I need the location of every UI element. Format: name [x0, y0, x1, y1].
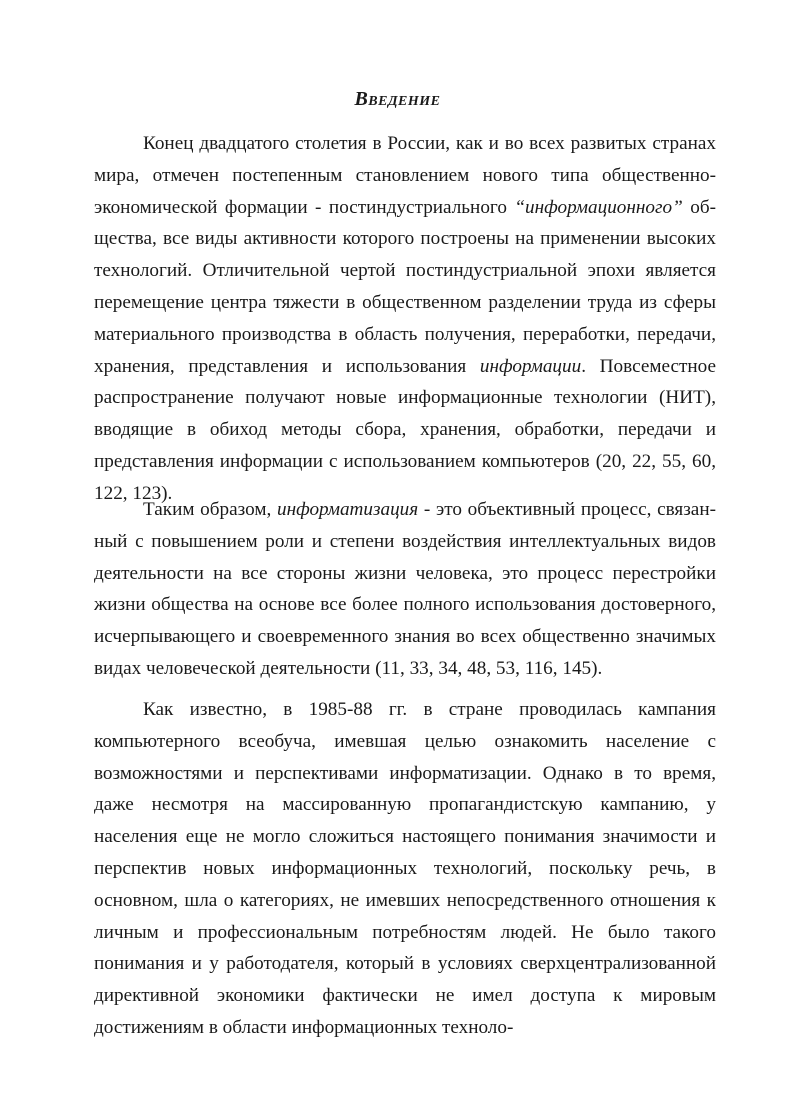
- paragraph-1-text-middle: общества, все виды активности которого построены на применении высоких технологий. Отличительной чертой постиндустриальной эпохи является перемещение центра тяжести в общественном разделении труда из сферы материального производства в область получения, переработки, передачи, хранения, представления и использования: [94, 196, 716, 377]
- paragraph-2-emphasis-informatization: информатизация: [276, 499, 419, 520]
- paragraph-3: [94, 694, 716, 1044]
- paragraph-2-text-end: - это объективный процесс, связанный с повышением роли и степени воздействия интеллектуальных видов деятельности на все стороны жизни человека, это процесс перестройки жизни общества на основе все более полного использования достоверного, исчерпывающего и своевременного знания во всех общественно значимых видах человеческой деятельности (11, 33, 34, 48, 53, 116, 145).: [94, 499, 716, 679]
- paragraph-1: [94, 128, 716, 510]
- page-title: Введение: [354, 88, 441, 110]
- paragraph-1-text-end: . Повсеместное распространение получают новые информационные технологии (НИТ), вводящие в обиход методы сбора, хранения, обработки, передачи и представления информации с использованием компьютеров (20, 22, 55, 60, 122, 123).: [94, 355, 716, 504]
- paragraph-1-emphasis-information: информации: [479, 355, 582, 377]
- paragraph-2-text-start: Таким образом,: [143, 499, 277, 520]
- paragraph-1-emphasis-informational: “информационного”: [514, 196, 683, 218]
- paragraph-3-text: Как известно, в 1985-88 гг. в стране проводилась кампания компьютерного всеобуча, имевшая целью ознакомить население с возможностями и перспективами информатизации. Однако в то время, даже несмотря на массированную пропагандистскую кампанию, у населения еще не могло сложиться настоящего понимания значимости и перспектив новых информационных технологий, поскольку речь, в основном, шла о категориях, не имевших непосредственного отношения к личным и профессиональным потребностям людей. Не было такого понимания и у работодателя, который в условиях сверхцентрализованной директивной экономики фактически не имел доступа к мировым достижениям в области информационных техноло-: [94, 699, 716, 1038]
- paragraph-2: [94, 494, 716, 685]
- paragraph-1-text-start: Конец двадцатого столетия в России, как и во всех развитых странах мира, отмечен постепенным становлением нового типа общественно-экономической формации - постиндустриального: [94, 133, 716, 218]
